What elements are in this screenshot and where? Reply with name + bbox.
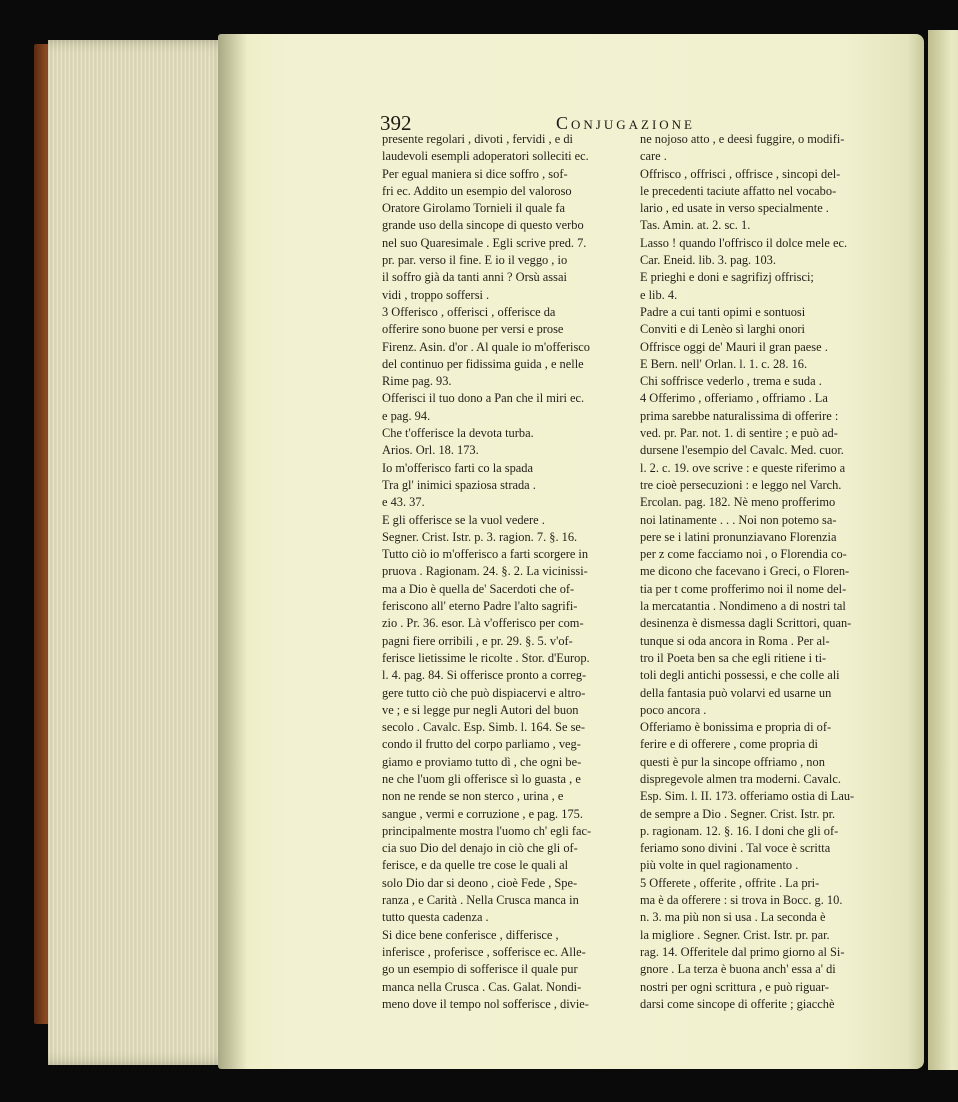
running-head: Conjugazione [556, 113, 695, 133]
text-line: ne che l'uom gli offerisce sì lo guasta , e [382, 771, 581, 786]
left-text-column [382, 131, 642, 1013]
text-line: go un esempio di sofferisce il quale pur [382, 962, 578, 977]
text-line: ma è da offerere : si trova in Bocc. g. 10. [640, 893, 843, 908]
text-line: 4 Offerimo , offeriamo , offriamo . La [640, 391, 828, 406]
page-number: 392 [380, 111, 412, 135]
text-line: tunque si oda ancora in Roma . Per al- [640, 633, 830, 648]
text-line: e pag. 94. [382, 408, 431, 423]
text-line: condo il frutto del corpo parliamo , veg- [382, 737, 581, 752]
text-line: cia suo Dio del denajo in ciò che gli of- [382, 841, 578, 856]
text-line: de sempre a Dio . Segner. Crist. Istr. pr. [640, 806, 836, 821]
text-line: feriscono all' eterno Padre l'alto sagrifi- [382, 599, 578, 614]
text-line: gere tutto ciò che può dispiacervi e altro- [382, 685, 586, 700]
text-line: vidi , troppo soffersi . [382, 287, 490, 302]
text-line: rag. 14. Offeritele dal primo giorno al Si- [640, 944, 845, 959]
text-line: pr. par. verso il fine. E io il veggo , io [382, 253, 568, 268]
text-line: ferisce lietissime le ricolte . Stor. d'Europ. [382, 650, 590, 665]
text-line: offerire sono buone per versi e prose [382, 322, 564, 337]
text-line: nel suo Quaresimale . Egli scrive pred. 7. [382, 235, 587, 250]
text-line: pagni fiere orribili , e pr. 29. §. 5. v'of- [382, 633, 573, 648]
text-line: Che t'offerisce la devota turba. [382, 426, 534, 441]
text-line: lario , ed usate in verso specialmente . [640, 201, 829, 216]
gutter-shadow [218, 34, 248, 1069]
text-line: Firenz. Asin. d'or . Al quale io m'offerisco [382, 339, 590, 354]
text-line: ved. pr. Par. not. 1. di sentire ; e può ad- [640, 426, 838, 441]
text-line: Io m'offerisco farti co la spada [382, 460, 533, 475]
text-line: del continuo per fidissima guida , e nelle [382, 356, 584, 371]
text-line: più volte in quel ragionamento . [640, 858, 799, 873]
text-line: 5 Offerete , offerite , offrite . La pri- [640, 875, 820, 890]
text-line: laudevoli esempli adoperatori solleciti ec. [382, 149, 589, 164]
text-line: Si dice bene conferisce , differisce , [382, 927, 559, 942]
text-line: Esp. Sim. l. II. 173. offeriamo ostia di Lau- [640, 789, 855, 804]
text-line: 3 Offerisco , offerisci , offerisce da [382, 304, 556, 319]
text-line: Lasso ! quando l'offrisco il dolce mele ec. [640, 235, 848, 250]
text-line: Offrisco , offrisci , offrisce , sincopi del- [640, 166, 841, 181]
text-line: solo Dio dar si deono , cioè Fede , Spe- [382, 875, 578, 890]
text-line: Chi soffrisce vederlo , trema e suda . [640, 374, 822, 389]
text-line: Arios. Orl. 18. 173. [382, 443, 479, 458]
text-line: Tra gl' inimici spaziosa strada . [382, 477, 536, 492]
right-text-column [640, 131, 900, 1013]
text-line: ferire e di offerere , come propria di [640, 737, 818, 752]
text-line: zio . Pr. 36. esor. Là v'offerisco per com- [382, 616, 584, 631]
text-line: la migliore . Segner. Crist. Istr. pr. par. [640, 927, 830, 942]
text-line: non ne rende se non sterco , urina , e [382, 789, 564, 804]
text-line: darsi come sincope di offerite ; giacchè [640, 996, 835, 1011]
text-line: gnore . La terza è buona anch' essa a' di [640, 962, 836, 977]
text-line: feriamo sono divini . Tal voce è scritta [640, 841, 831, 856]
text-line: Offeriamo è bonissima e propria di of- [640, 720, 832, 735]
text-line: pruova . Ragionam. 24. §. 2. La vicinissi- [382, 564, 588, 579]
text-line: questi è pur la sincope offriamo , non [640, 754, 825, 769]
text-line: il soffro già da tanti anni ? Orsù assai [382, 270, 567, 285]
text-line: tutto questa cadenza . [382, 910, 489, 925]
text-line: prima sarebbe naturalissima di offerire : [640, 408, 839, 423]
text-line: principalmente mostra l'uomo ch' egli fac- [382, 823, 592, 838]
text-line: sangue , vermi e corruzione , e pag. 175. [382, 806, 583, 821]
text-line: Offerisci il tuo dono a Pan che il miri ec. [382, 391, 585, 406]
text-line: Conviti e di Lenèo sì larghi onori [640, 322, 805, 337]
text-line: Segner. Crist. Istr. p. 3. ragion. 7. §. 16. [382, 529, 578, 544]
text-line: tro il Poeta ben sa che egli ritiene i ti- [640, 650, 827, 665]
text-line: me dicono che facevano i Greci, o Floren- [640, 564, 850, 579]
text-line: E Bern. nell' Orlan. l. 1. c. 28. 16. [640, 356, 808, 371]
right-page-edge [928, 30, 958, 1070]
text-line: care . [640, 149, 667, 164]
text-line: dursene l'esempio del Cavalc. Med. cuor. [640, 443, 844, 458]
text-line: dispregevole almen tra moderni. Cavalc. [640, 771, 841, 786]
text-line: Oratore Girolamo Tornieli il quale fa [382, 201, 565, 216]
text-line: e lib. 4. [640, 287, 678, 302]
text-line: meno dove il tempo nol sofferisce , divie- [382, 996, 589, 1011]
text-line: grande uso della sincope di questo verbo [382, 218, 584, 233]
text-line: giamo e proviamo tutto dì , che ogni be- [382, 754, 582, 769]
text-line: poco ancora . [640, 702, 707, 717]
page-stack-edges [48, 40, 233, 1065]
text-line: pere se i latini pronunziavano Florenzia [640, 529, 837, 544]
text-line: tre cioè persecuzioni : e leggo nel Varch. [640, 477, 842, 492]
text-line: noi latinamente . . . Noi non potemo sa- [640, 512, 837, 527]
text-line: toli degli antichi possessi, e che colle ali [640, 668, 840, 683]
text-line: E prieghi e doni e sagrifizj offrisci; [640, 270, 814, 285]
text-line: per z come facciamo noi , o Florendia co- [640, 547, 847, 562]
text-line: l. 4. pag. 84. Si offerisce pronto a correg- [382, 668, 587, 683]
text-line: e 43. 37. [382, 495, 425, 510]
text-line: della fantasia può volarvi ed usarne un [640, 685, 832, 700]
text-line: tia per t come profferimo noi il nome del- [640, 581, 847, 596]
text-line: Tutto ciò io m'offerisco a farti scorgere in [382, 547, 589, 562]
text-line: le precedenti taciute affatto nel vocabo- [640, 183, 837, 198]
text-line: n. 3. ma più non si usa . La seconda è [640, 910, 826, 925]
text-line: ranza , e Carità . Nella Crusca manca in [382, 893, 579, 908]
text-line: manca nella Crusca . Cas. Galat. Nondi- [382, 979, 582, 994]
text-line: Tas. Amin. at. 2. sc. 1. [640, 218, 751, 233]
text-line: presente regolari , divoti , fervidi , e di [382, 132, 573, 146]
text-line: ma a Dio è quella de' Sacerdoti che of- [382, 581, 575, 596]
text-line: Rime pag. 93. [382, 374, 452, 389]
text-line: p. ragionam. 12. §. 16. I doni che gli of- [640, 823, 839, 838]
text-line: E gli offerisce se la vuol vedere . [382, 512, 545, 527]
text-line: Ercolan. pag. 182. Nè meno profferimo [640, 495, 836, 510]
text-line: fri ec. Addito un esempio del valoroso [382, 183, 572, 198]
text-line: Offrisce oggi de' Mauri il gran paese . [640, 339, 828, 354]
text-line: ve ; e si legge pur negli Autori del buon [382, 702, 579, 717]
text-line: ferisce, e da quelle tre cose le quali al [382, 858, 569, 873]
text-line: desinenza è dismessa dagli Scrittori, quan- [640, 616, 852, 631]
text-line: l. 2. c. 19. ove scrive : e queste riferimo a [640, 460, 846, 475]
text-line: Car. Eneid. lib. 3. pag. 103. [640, 253, 776, 268]
text-line: ne nojoso atto , e deesi fuggire, o modifi- [640, 132, 845, 146]
text-line: secolo . Cavalc. Esp. Simb. l. 164. Se se- [382, 720, 586, 735]
text-line: Padre a cui tanti opimi e sontuosi [640, 304, 806, 319]
text-line: inferisce , proferisce , sofferisce ec. Alle- [382, 944, 586, 959]
text-line: nostri per ogni scrittura , e può riguar- [640, 979, 829, 994]
text-line: Per egual maniera si dice soffro , sof- [382, 166, 568, 181]
text-line: la mercatantia . Nondimeno a di nostri tal [640, 599, 846, 614]
